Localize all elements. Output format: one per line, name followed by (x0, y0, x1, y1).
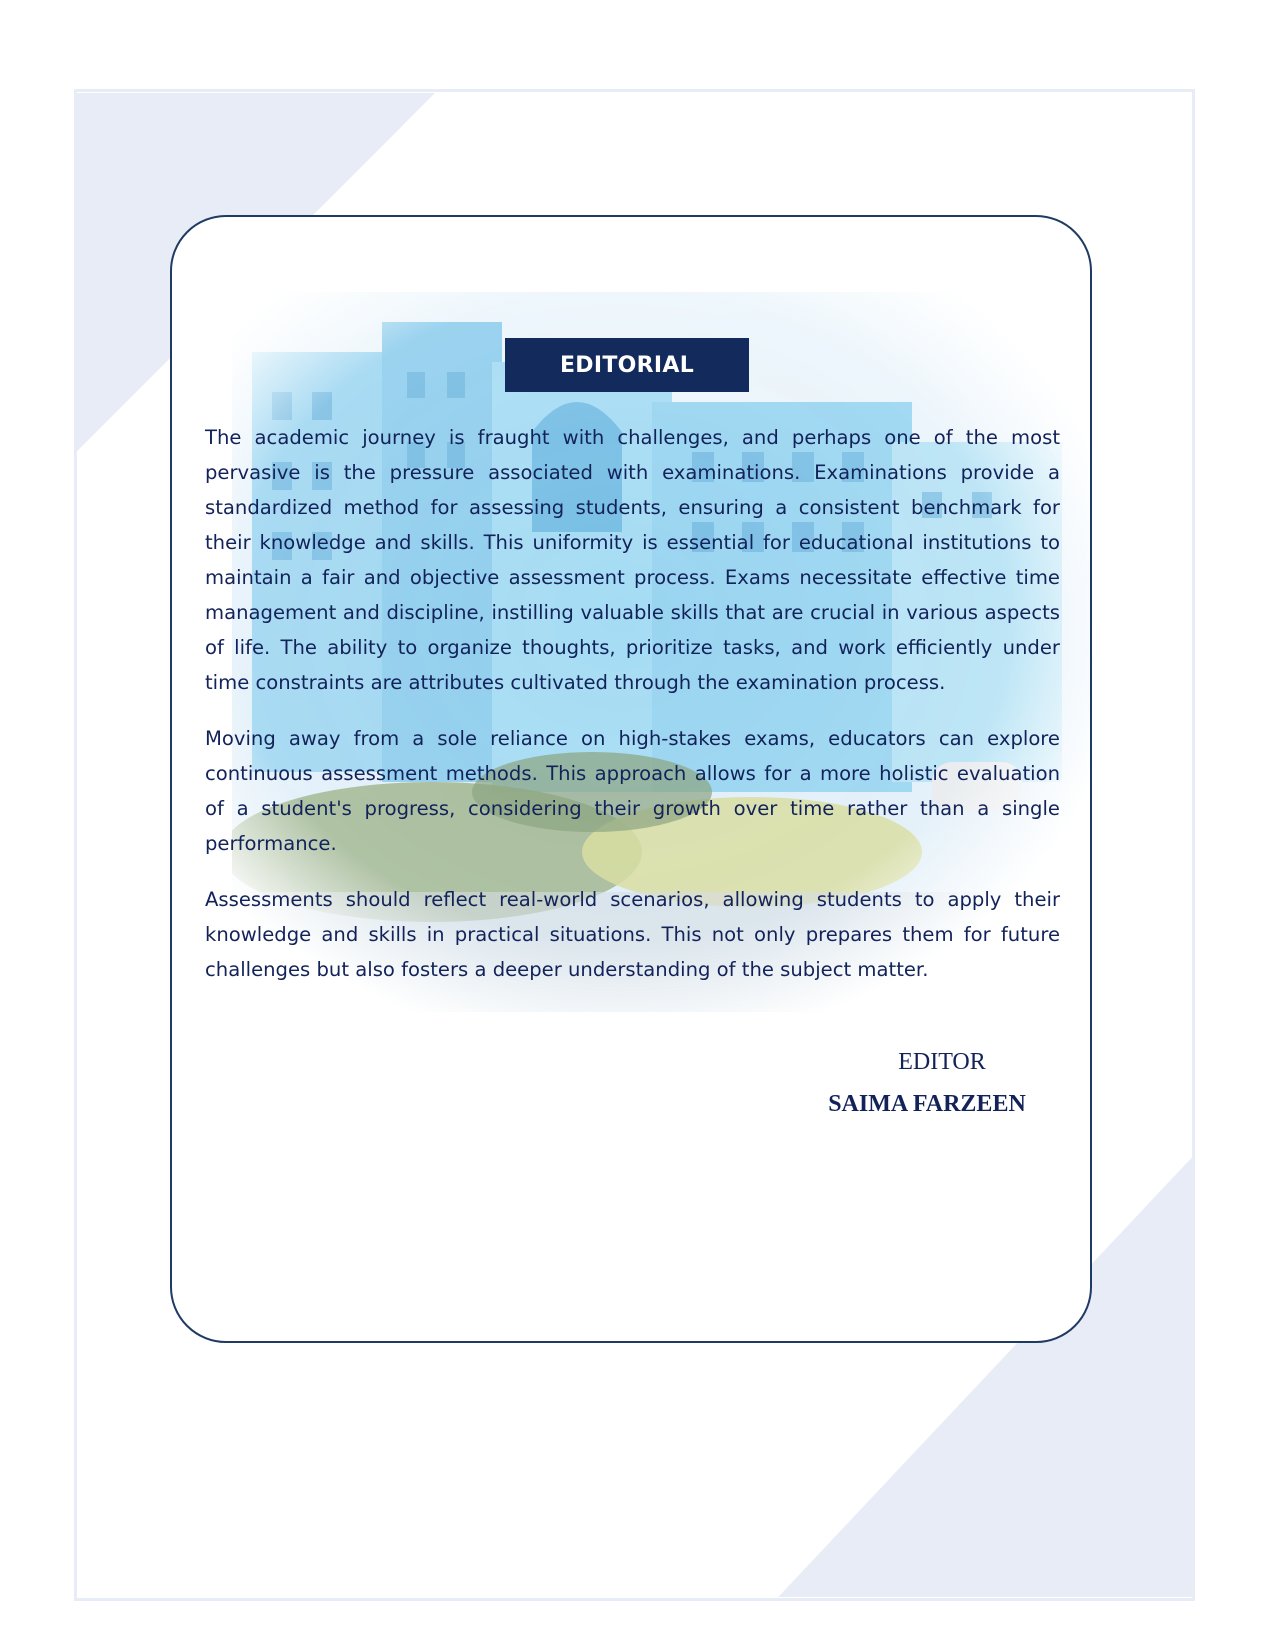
editorial-body (205, 420, 1060, 1008)
paragraph-3: Assessments should reflect real-world scenarios, allowing students to apply their knowledge and skills in practical situations. This not only prepares them for future challenges but also fosters a deeper understanding of the subject matter. (205, 888, 1060, 981)
signature-block (812, 1047, 1042, 1119)
paragraph-1: The academic journey is fraught with challenges, and perhaps one of the most pervasive is the pressure associated with examinations. Examinations provide a standardized method for assessing students, ensuring a consistent benchmark for their knowledge and skills. This uniformity is essential for educational institutions to maintain a fair and objective assessment process. Exams necessitate effective time management and discipline, instilling valuable skills that are crucial in various aspects of life. The ability to organize thoughts, prioritize tasks, and work efficiently under time constraints are attributes cultivated through the examination process. (205, 426, 1060, 694)
paragraph-2: Moving away from a sole reliance on high-stakes exams, educators can explore continuous assessment methods. This approach allows for a more holistic evaluation of a student's progress, considering their growth over time rather than a single performance. (205, 727, 1060, 855)
signature-name: SAIMA FARZEEN (828, 1091, 1026, 1117)
editorial-title: EDITORIAL (505, 338, 749, 392)
signature-role: EDITOR (898, 1049, 986, 1075)
editorial-card (170, 215, 1092, 1343)
